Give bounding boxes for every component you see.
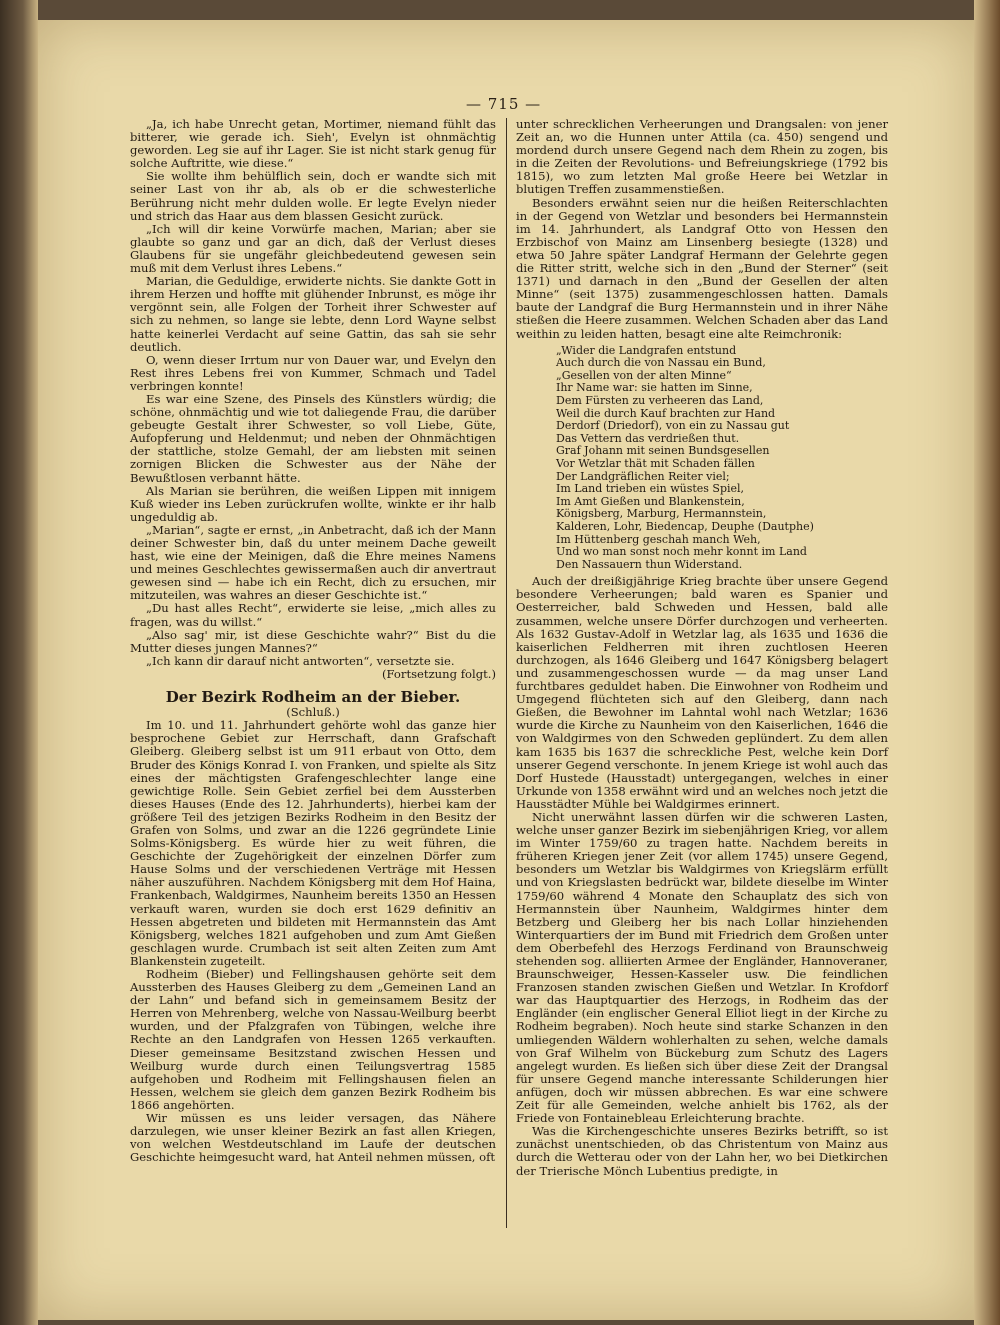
book-edge [974,0,1000,1325]
poem [556,345,888,572]
paragraph: Im 10. und 11. Jahrhundert gehörte wohl das ganze hier besprochene Gebiet zur Herrschaft, dann Grafschaft Gleiberg. Gleiberg selbst ist um 911 erbaut von Otto, dem Bruder des Königs Konrad I. von Franken, und spielte als Sitz eines der mächtigsten Grafengeschlechter lange eine gewichtige Rolle. Sein Gebiet zerfiel bei dem Aussterben dieses Hauses (Ende des 12. Jahrhunderts), hierbei kam der größere Teil des jetzigen Bezirks Rodheim in den Besitz der Grafen von Solms, und zwar an die 1226 gegründete Linie Solms-Königsberg. Es würde hier zu weit führen, die Geschichte der Zugehörigkeit der einzelnen Dörfer zum Hause Solms und der verschiedenen Verträge mit Hessen näher auszuführen. Nachdem Königsberg mit dem Hof Haina, Frankenbach, Waldgirmes, Naunheim bereits 1350 an Hessen verkauft waren, wurden sie doch erst 1629 definitiv an Hessen abgetreten und bildeten mit Hermannstein das Amt Königsberg, welches 1821 aufgehoben und zum Amt Gießen geschlagen wurde. Crumbach ist seit alten Zeiten zum Amt Blankenstein zugeteilt. [130,718,496,968]
paragraph: „Also sag' mir, ist diese Geschichte wahr?“ Bist du die Mutter dieses jungen Mannes?“ [130,627,496,655]
poem-line: Den Nassauern thun Widerstand. [556,557,743,571]
paragraph: Rodheim (Bieber) und Fellingshausen gehörte seit dem Aussterben des Hauses Gleiberg zu dem „Gemeinen Land an der Lahn“ und befand sich in gemeinsamem Besitz der Herren von Mehrenberg, welche von Nassau-Weilburg beerbt wurden, und der Pfalzgrafen von Tübingen, welche ihre Rechte an den Landgrafen von Hessen 1265 verkauften. Dieser gemeinsame Besitzstand zwischen Hessen und Weilburg wurde durch einen Teilungsvertrag 1585 aufgehoben und Rodheim mit Fellingshausen fielen an Hessen, welchem sie gleich dem ganzen Bezirk Rodheim bis 1866 angehörten. [130,967,496,1112]
paragraph: Was die Kirchengeschichte unseres Bezirks betrifft, so ist zunächst unentschieden, ob das Christentum von Mainz aus durch die Wetterau oder von der Lahn her, wo bei Dietkirchen der Trierische Mönch Lubentius predigte, in [516,1124,888,1178]
page-number: — 715 — [466,95,542,113]
poem-line: Im Hüttenberg geschah manch Weh, [556,532,761,546]
paragraph: Sie wollte ihm behülflich sein, doch er wandte sich mit seiner Last von ihr ab, als ob er die schwesterliche Berührung nicht mehr dulden wolle. Er legte Evelyn nieder und strich das Haar aus dem blassen Gesicht zurück. [130,169,496,223]
poem-line: Der Landgräflichen Reiter viel; [556,469,730,483]
poem-line: Graf Johann mit seinen Bundsgesellen [556,444,770,458]
paragraph: Wir müssen es uns leider versagen, das Nähere darzulegen, wie unser kleiner Bezirk an fast allen Kriegen, von welchen Westdeutschland im Laufe der deutschen Geschichte heimgesucht ward, hat Anteil nehmen müssen, oft [130,1111,496,1165]
right-column [516,118,888,1178]
poem-line: Kalderen, Lohr, Biedencap, Deuphe (Dautphe) [556,519,814,533]
paragraph: O, wenn dieser Irrtum nur von Dauer war, und Evelyn den Rest ihres Lebens frei von Kummer, Schmach und Tadel verbringen konnte! [130,352,496,393]
paragraph: Marian, die Geduldige, erwiderte nichts. Sie dankte Gott in ihrem Herzen und hoffte mit glühender Inbrunst, es möge ihr vergönnt sein, alle Folgen der Torheit ihrer Schwester auf sich zu nehmen, so lange sie lebte, denn Lord Wayne selbst hatte keinerlei Verdacht auf seine Gattin, das sah sie sehr deutlich. [130,274,496,354]
poem-line: Vor Wetzlar thät mit Schaden fällen [556,456,755,470]
paragraph: „Ich kann dir darauf nicht antworten“, versetzte sie. [146,653,455,668]
paragraph: „Ich will dir keine Vorwürfe machen, Marian; aber sie glaubte so ganz und gar an dich, daß der Verlust dieses Glaubens für sie ungefähr gleichbedeutend gewesen sein muß mit dem Verlust ihres Lebens.“ [130,221,496,276]
paragraph: „Marian“, sagte er ernst, „in Anbetracht, daß ich der Mann deiner Schwester bin, daß du unter meinem Dache geweilt hast, wie eine der Meinigen, daß die Ehre meines Namens und meines Geschlechtes gewissermaßen auch dir anvertraut gewesen sind — habe ich ein Recht, dich zu ersuchen, mir mitzuteilen, was wahres an dieser Geschichte ist.“ [130,522,496,603]
paragraph: Als Marian sie berühren, die weißen Lippen mit innigem Kuß wieder ins Leben zurückrufen wollte, winkte er ihr halb ungeduldig ab. [130,483,496,524]
poem-line: Das Vettern das verdrießen thut. [556,431,740,445]
paragraph: Es war eine Szene, des Pinsels des Künstlers würdig; die schöne, ohnmächtig und wie tot daliegende Frau, die darüber gebeugte Gestalt ihrer Schwester, so voll Liebe, Güte, Aufopferung und Heldenmut; und neben der Ohnmächtigen der stattliche, stolze Gemahl, der am liebsten mit seinen zornigen Blicken die Schwester aus der Nähe der Bewußtlosen verbannt hätte. [130,391,496,485]
poem-line: Derdorf (Driedorf), von ein zu Nassau gut [556,419,790,433]
poem-line: Ihr Name war: sie hatten im Sinne, [556,381,753,395]
poem-line: Auch durch die von Nassau ein Bund, [556,356,766,370]
poem-line: Königsberg, Marburg, Hermannstein, [556,507,767,521]
paragraph: unter schrecklichen Verheerungen und Drangsalen: von jener Zeit an, wo die Hunnen unter Attila (ca. 450) sengend und mordend durch unsere Gegend nach dem Rhein zu zogen, bis in die Zeiten der Revolutions- und Befreiungskriege (1792 bis 1815), wo zum letzten Mal große Heere bei Wetzlar in blutigen Treffen zusammenstießen. [516,117,888,197]
poem-line: Dem Fürsten zu verheeren das Land, [556,393,764,407]
poem-line: „Gesellen von der alten Minne“ [556,368,732,382]
paragraph: Besonders erwähnt seien nur die heißen Reiterschlachten in der Gegend von Wetzlar und besonders bei Hermannstein im 14. Jahrhundert, als Landgraf Otto von Hessen den Erzbischof von Mainz am Linsenberg besiegte (1328) und etwa 50 Jahre später Landgraf Hermann der Gelehrte gegen die Ritter stritt, welche sich in den „Bund der Sterner“ (seit 1371) und darnach in den „Bund der Gesellen der alten Minne“ (seit 1375) zusammengeschlossen hatten. Damals baute der Landgraf die Burg Hermannstein und in ihrer Nähe stießen die Heere zusammen. Welchen Schaden aber das Land weithin zu leiden hatten, besagt eine alte Reimchronik: [516,195,888,341]
poem-line: Im Land trieben ein wüstes Spiel, [556,482,745,496]
continuation-note: (Fortsetzung folgt.) [381,666,496,681]
poem-line: Und wo man sonst noch mehr konnt im Land [556,545,807,559]
column-rule [506,118,507,1228]
poem-line: „Wider die Landgrafen entstund [556,343,737,357]
paragraph: „Ja, ich habe Unrecht getan, Mortimer, niemand fühlt das bitterer, wie gerade ich. Sieh', Evelyn ist ohnmächtig geworden. Leg sie auf ihr Lager. Sie ist nicht stark genug für solche Auftritte, wie diese.“ [130,117,496,171]
paragraph: Auch der dreißigjährige Krieg brachte über unsere Gegend besondere Verheerungen; bald waren es Spanier und Oesterreicher, bald Schweden und Hessen, bald alle zusammen, welche unsere Dörfer durchzogen und verheerten. Als 1632 Gustav-Adolf in Wetzlar lag, als 1635 und 1636 die kaiserlichen Feldherren mit ihren zuchtlosen Heeren durchzogen, als 1646 Gleiberg und 1647 Königsberg belagert und zusammengeschossen wurde — da mag unser Land furchtbares geduldet haben. Die Einwohner von Rodheim und Umgegend flüchteten sich auf den Gleiberg, dann nach Gießen, die Bewohner im Lahntal wohl nach Wetzlar; 1636 wurde die Kirche zu Naunheim von den Kaiserlichen, 1646 die von Waldgirmes von den Schweden geplündert. Zu dem allen kam 1635 bis 1637 die schreckliche Pest, welche kein Dorf unserer Gegend verschonte. In jenem Kriege ist wohl auch das Dorf Hustede (Hausstadt) untergegangen, welches in einer Urkunde von 1358 erwähnt wird und an welches noch jetzt die Hausstädter Mühle bei Waldgirmes erinnert. [516,574,888,811]
left-column [130,118,496,1164]
paragraph: „Du hast alles Recht“, erwiderte sie leise, „mich alles zu fragen, was du willst.“ [130,601,496,629]
paragraph: Nicht unerwähnt lassen dürfen wir die schweren Lasten, welche unser ganzer Bezirk im siebenjährigen Krieg, vor allem im Winter 1759/60 zu tragen hatte. Nachdem bereits in früheren Kriegen jener Zeit (vor allem 1745) unsere Gegend, besonders um Wetzlar bis Waldgirmes von Kriegslärm erfüllt und von Kriegslasten bedrückt war, bildete dieselbe im Winter 1759/60 während 4 Monate den Schauplatz des sich von Hermannstein über Naunheim, Waldgirmes hinter dem Betzberg und Gleiberg her bis nach Lollar hinziehenden Winterquartiers der im Bund mit Friedrich dem Großen unter dem Oberbefehl des Herzogs Ferdinand von Braunschweig stehenden sog. alliierten Armee der Engländer, Hannoveraner, Braunschweiger, Hessen-Kasseler usw. Die feindlichen Franzosen standen zwischen Gießen und Wetzlar. In Krofdorf war das Hauptquartier des Herzogs, in Rodheim das der Engländer (ein englischer General Elliot liegt in der Kirche zu Rodheim begraben). Noch heute sind starke Schanzen in den umliegenden Wäldern wohlerhalten zu sehen, welche damals von Graf Wilhelm von Bückeburg zum Schutz des Lagers angelegt wurden. Es ließen sich über diese Zeit der Drangsal für unsere Gegend manche interessante Schilderungen hier anfügen, doch wir müssen abbrechen. Es war eine schwere Zeit für alle Gemeinden, welche anhielt bis 1762, als der Friede von Fontainebleau Erleichterung brachte. [516,809,888,1126]
article-title: Der Bezirk Rodheim an der Bieber. [165,688,461,707]
poem-line: Weil die durch Kauf brachten zur Hand [556,406,776,420]
article-subtitle: (Schluß.) [286,705,340,720]
poem-line: Im Amt Gießen und Blankenstein, [556,494,745,508]
book-spine [0,0,38,1325]
